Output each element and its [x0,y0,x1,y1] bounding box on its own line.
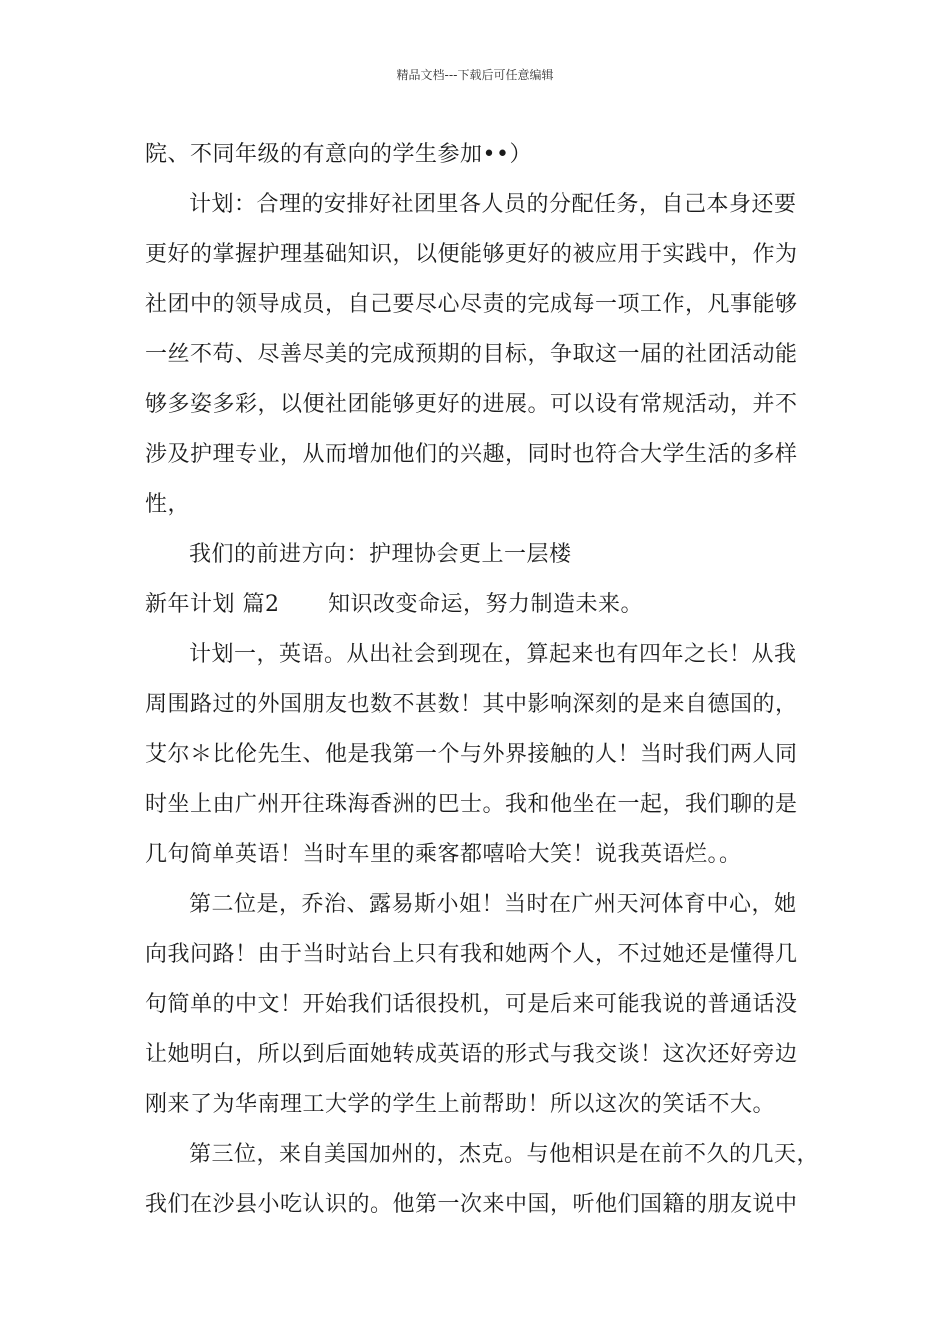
paragraph-line: 院、不同年级的有意向的学生参加••） [145,142,532,167]
paragraph-line: 几句简单英语！当时车里的乘客都嘻哈大笑！说我英语烂。。 [145,842,742,867]
paragraph-line: 计划：合理的安排好社团里各人员的分配任务，自己本身还要 [189,192,797,217]
paragraph-line: 时坐上由广州开往珠海香洲的巴士。我和他坐在一起，我们聊的是 [145,792,798,817]
paragraph-line: 更好的掌握护理基础知识，以便能够更好的被应用于实践中，作为 [145,242,798,267]
paragraph-line: 周围路过的外国朋友也数不甚数！其中影响深刻的是来自德国的， [145,692,798,717]
paragraph-line: 涉及护理专业，从而增加他们的兴趣，同时也符合大学生活的多样 [145,442,798,467]
paragraph-line: 艾尔＊比伦先生、他是我第一个与外界接触的人！当时我们两人同 [145,742,798,767]
paragraph-line: 向我问路！由于当时站台上只有我和她两个人，不过她还是懂得几 [145,942,798,967]
paragraph-line: 够多姿多彩，以便社团能够更好的进展。可以设有常规活动，并不 [145,392,798,417]
paragraph-line: 刚来了为华南理工大学的学生上前帮助！所以这次的笑话不大。 [145,1092,776,1117]
document-body [145,130,825,1230]
paragraph-line: 句简单的中文！开始我们话很投机，可是后来可能我说的普通话没 [145,992,798,1017]
paragraph-line: 计划一，英语。从出社会到现在，算起来也有四年之长！从我 [189,642,797,667]
paragraph-line: 社团中的领导成员，自己要尽心尽责的完成每一项工作，凡事能够 [145,292,798,317]
paragraph-line: 我们在沙县小吃认识的。他第一次来中国，听他们国籍的朋友说中 [145,1192,798,1217]
section-heading-line [145,580,825,630]
section-title: 新年计划 篇2 [145,592,280,617]
section-subtitle: 知识改变命运，努力制造未来。 [328,592,644,617]
paragraph-line: 一丝不苟、尽善尽美的完成预期的目标，争取这一届的社团活动能 [145,342,798,367]
paragraph-line: 我们的前进方向：护理协会更上一层楼 [189,542,572,567]
paragraph-line: 让她明白，所以到后面她转成英语的形式与我交谈！这次还好旁边 [145,1042,798,1067]
paragraph-line: 性， [145,492,191,517]
page-header: 精品文档---下载后可任意编辑 [396,68,554,82]
paragraph-line: 第二位是，乔治、露易斯小姐！当时在广州天河体育中心，她 [189,892,797,917]
paragraph-line: 第三位，来自美国加州的，杰克。与他相识是在前不久的几天， [189,1142,820,1167]
